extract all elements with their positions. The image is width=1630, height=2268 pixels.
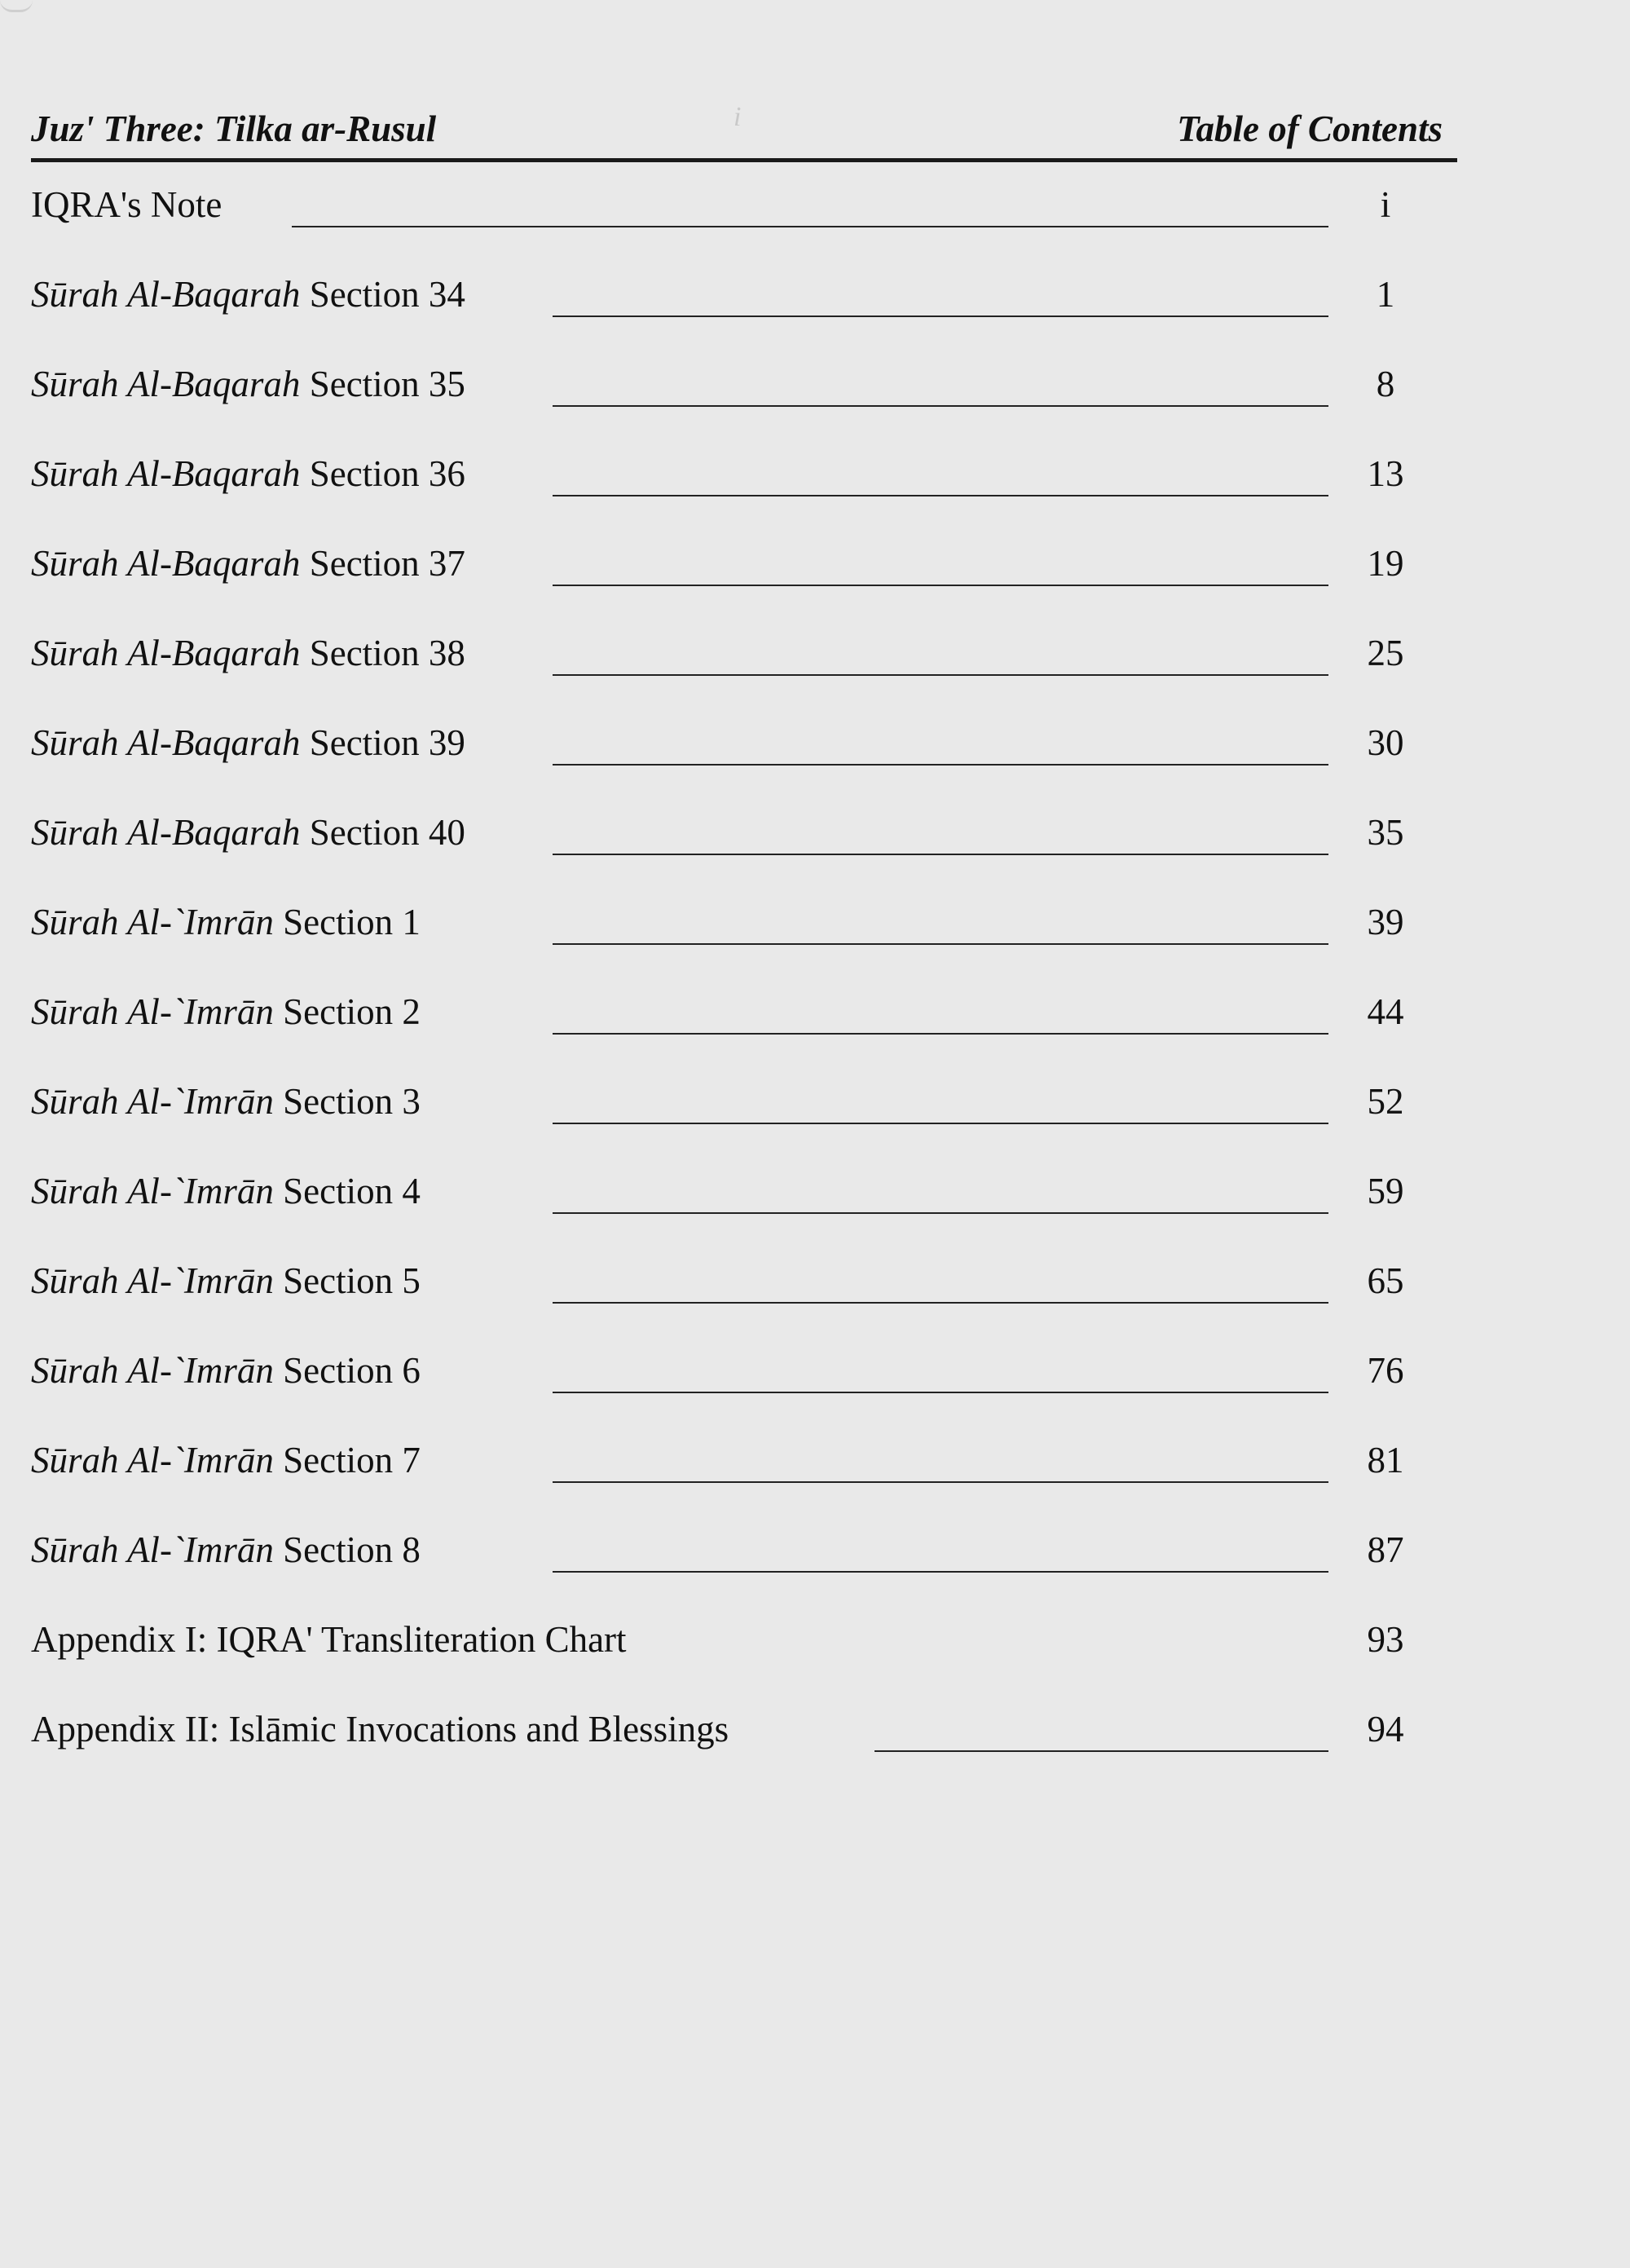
toc-entry-surah-name: Sūrah Al-Baqarah (31, 722, 301, 763)
toc-entry-title (31, 1080, 421, 1123)
toc-entry-title (31, 811, 465, 854)
toc-entry-section: Section 6 (273, 1350, 421, 1391)
toc-entry-title (31, 901, 421, 943)
page-marker: i (734, 102, 742, 132)
toc-entry-title (31, 363, 465, 405)
toc-entry-page-number: 30 (1367, 722, 1404, 763)
toc-entry (31, 1529, 1449, 1586)
toc-entry-section: Appendix II: Islāmic Invocations and Blessings (31, 1709, 729, 1750)
toc-entry-title (31, 542, 465, 585)
toc-entry-section: Section 3 (273, 1081, 421, 1122)
toc-leader-line (553, 1123, 1328, 1124)
toc-entry-page-number: 81 (1367, 1440, 1404, 1480)
toc-entry-section: Section 2 (273, 991, 421, 1032)
toc-entry-title (31, 1708, 729, 1750)
toc-entry (31, 991, 1449, 1048)
toc-entry-page-number: 59 (1367, 1171, 1404, 1211)
toc-entry-page-number: 65 (1367, 1260, 1404, 1301)
toc-entry-surah-name: Sūrah Al-Baqarah (31, 543, 301, 584)
toc-entry-surah-name: Sūrah Al-`Imrān (31, 1529, 274, 1570)
toc-entry-surah-name: Sūrah Al-Baqarah (31, 633, 301, 673)
toc-leader-line (292, 226, 1328, 227)
toc-entry-section: Section 37 (300, 543, 465, 584)
toc-entry-section: Section 4 (273, 1171, 421, 1211)
toc-entry (31, 363, 1449, 420)
toc-entry-section: Section 35 (300, 364, 465, 404)
toc-entry (31, 811, 1449, 868)
toc-leader-line (553, 1392, 1328, 1393)
toc-entry (31, 542, 1449, 599)
toc-entry (31, 183, 1449, 240)
toc-entry-surah-name: Sūrah Al-Baqarah (31, 812, 301, 853)
toc-leader-line (553, 1481, 1328, 1483)
toc-entry-surah-name: Sūrah Al-Baqarah (31, 453, 301, 494)
toc-leader-line (553, 1302, 1328, 1304)
toc-entry (31, 273, 1449, 330)
toc-leader-line (553, 943, 1328, 945)
toc-leader-line (553, 1033, 1328, 1035)
toc-leader-line (553, 854, 1328, 855)
toc-entry-section: Section 36 (300, 453, 465, 494)
toc-entry (31, 1439, 1449, 1496)
toc-entry-surah-name: Sūrah Al-`Imrān (31, 1171, 274, 1211)
toc-entry-surah-name: Sūrah Al-`Imrān (31, 1260, 274, 1301)
toc-entry-surah-name: Sūrah Al-`Imrān (31, 1350, 274, 1391)
toc-entry-title (31, 452, 465, 495)
toc-leader-line (553, 674, 1328, 676)
toc-leader-line (553, 1571, 1328, 1573)
toc-leader-line (553, 585, 1328, 586)
toc-entry-surah-name: Sūrah Al-`Imrān (31, 1440, 274, 1480)
toc-entry-section: Section 1 (273, 902, 421, 942)
toc-entry-title (31, 183, 222, 226)
toc-entry-title (31, 1529, 421, 1571)
toc-entry-page-number: 93 (1367, 1619, 1404, 1660)
toc-leader-line (553, 405, 1328, 407)
toc-entry-section: Appendix I: IQRA' Transliteration Chart (31, 1619, 627, 1660)
toc-entry-section: Section 40 (300, 812, 465, 853)
header-book-title: Juz' Three: Tilka ar-Rusul (31, 108, 437, 149)
toc-entry (31, 1708, 1449, 1765)
header-section-title: Table of Contents (1177, 108, 1443, 149)
toc-entry-title (31, 1260, 421, 1302)
toc-entry (31, 721, 1449, 779)
toc-entry-page-number: 8 (1376, 364, 1395, 404)
toc-entry-section: Section 39 (300, 722, 465, 763)
toc-entry-section: Section 8 (273, 1529, 421, 1570)
toc-entry-page-number: 87 (1367, 1529, 1404, 1570)
toc-entry-title (31, 1349, 421, 1392)
page-header (31, 108, 1457, 162)
toc-entry (31, 1349, 1449, 1406)
toc-entry-section: Section 7 (273, 1440, 421, 1480)
toc-entry-page-number: 25 (1367, 633, 1404, 673)
toc-leader-line (553, 764, 1328, 766)
toc-entry (31, 632, 1449, 689)
toc-entry-page-number: 52 (1367, 1081, 1404, 1122)
toc-leader-line (553, 1212, 1328, 1214)
toc-entry-title (31, 1618, 627, 1661)
toc-entry-section: Section 38 (300, 633, 465, 673)
toc-entry-page-number: 44 (1367, 991, 1404, 1032)
toc-entry-surah-name: Sūrah Al-`Imrān (31, 991, 274, 1032)
toc-entry-page-number: 35 (1367, 812, 1404, 853)
toc-entry-section: IQRA's Note (31, 184, 222, 225)
toc-entry-title (31, 273, 465, 315)
toc-entry-title (31, 721, 465, 764)
toc-entry (31, 901, 1449, 958)
toc-entry-surah-name: Sūrah Al-Baqarah (31, 274, 301, 315)
toc-entry-surah-name: Sūrah Al-`Imrān (31, 1081, 274, 1122)
toc-entry-page-number: 94 (1367, 1709, 1404, 1750)
toc-entry-page-number: i (1380, 184, 1391, 225)
toc-entry-surah-name: Sūrah Al-Baqarah (31, 364, 301, 404)
toc-entry (31, 452, 1449, 510)
toc-entry (31, 1618, 1449, 1675)
toc-entry-title (31, 632, 465, 674)
toc-entry-title (31, 1439, 421, 1481)
toc-entry-surah-name: Sūrah Al-`Imrān (31, 902, 274, 942)
toc-entry (31, 1170, 1449, 1227)
toc-entry-title (31, 991, 421, 1033)
toc-entry-page-number: 1 (1376, 274, 1395, 315)
toc-leader-line (874, 1750, 1328, 1752)
toc-leader-line (553, 315, 1328, 317)
toc-leader-line (553, 495, 1328, 496)
toc-entry-section: Section 5 (273, 1260, 421, 1301)
bleed-through-mark (0, 0, 33, 12)
toc-entry-page-number: 13 (1367, 453, 1404, 494)
toc-entry (31, 1260, 1449, 1317)
toc-entry-page-number: 39 (1367, 902, 1404, 942)
toc-entry-section: Section 34 (300, 274, 465, 315)
toc-entry (31, 1080, 1449, 1137)
toc-entry-title (31, 1170, 421, 1212)
toc-entry-page-number: 76 (1367, 1350, 1404, 1391)
toc-entry-page-number: 19 (1367, 543, 1404, 584)
